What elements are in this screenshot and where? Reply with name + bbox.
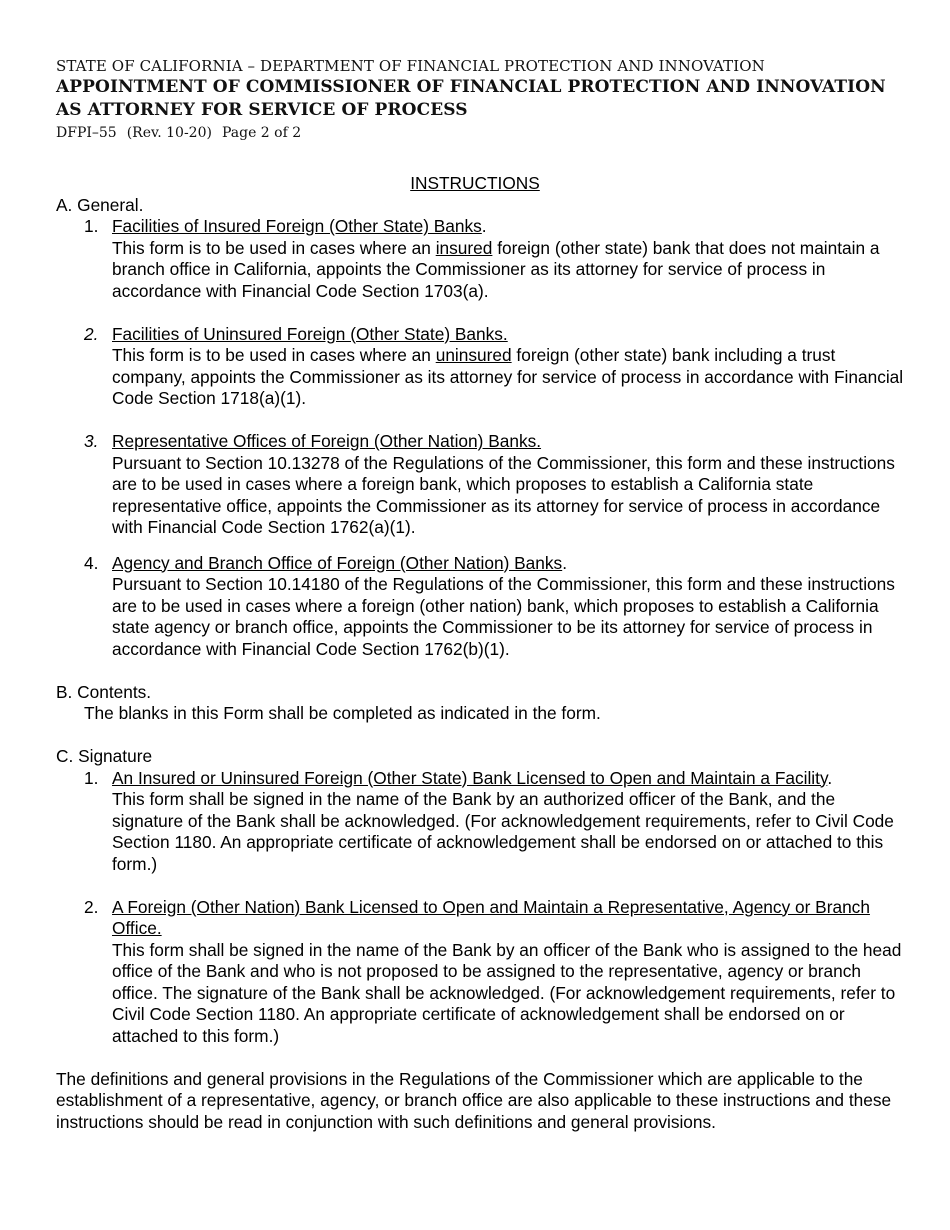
item-title-suffix: .	[827, 767, 833, 788]
item-title-suffix: .	[562, 552, 567, 573]
section-b-heading: B. Contents.	[56, 681, 152, 702]
item-text-part: This form is to be used in cases where an	[112, 345, 436, 365]
item-number: 2.	[84, 323, 99, 344]
item-number: 2.	[84, 896, 99, 917]
form-header	[56, 56, 886, 143]
section-a-heading: A. General.	[56, 194, 144, 215]
section-a-item-3	[56, 431, 906, 539]
item-number: 1.	[84, 767, 99, 788]
section-b-text: The blanks in this Form shall be completed as indicated in the form.	[84, 703, 601, 723]
item-text	[112, 238, 906, 303]
item-title: Representative Offices of Foreign (Other Nation) Banks.	[112, 431, 542, 451]
item-number: 4.	[84, 552, 99, 573]
instructions-title: INSTRUCTIONS	[410, 173, 540, 193]
form-revision: (Rev. 10-20)	[126, 125, 212, 141]
agency-line: STATE OF CALIFORNIA – DEPARTMENT OF FINANCIAL PROTECTION AND INNOVATION	[56, 57, 765, 75]
item-text: This form shall be signed in the name of the Bank by an authorized officer of the Bank, and the signature of the Bank shall be acknowledged. (For acknowledgement requirements, refer to Civil Code Section 1180. An appropriate certificate of acknowledgement shall be endorsed on or attached to this form.)	[112, 789, 894, 874]
item-title-line	[112, 553, 906, 575]
closing-paragraph: The definitions and general provisions in the Regulations of the Commissioner which are applicable to the establishment of a representative, agency, or branch office are also applicable to these instructions and these instructions should be read in conjunction with such definitions and general provisions.	[56, 1068, 892, 1132]
item-title: A Foreign (Other Nation) Bank Licensed to Open and Maintain a Representative, Agency or Branch Office.	[112, 896, 870, 938]
item-number: 3.	[84, 431, 99, 451]
form-title-line-2: AS ATTORNEY FOR SERVICE OF PROCESS	[56, 100, 468, 120]
item-title: Agency and Branch Office of Foreign (Other Nation) Banks	[112, 552, 563, 573]
item-emphasis: insured	[435, 237, 493, 258]
item-title-line	[112, 768, 906, 790]
item-title-line	[112, 216, 906, 238]
instructions-body	[56, 173, 906, 1133]
section-c-item-2	[56, 897, 906, 1048]
section-a-item-1	[56, 216, 906, 302]
item-title: Facilities of Uninsured Foreign (Other State) Banks.	[112, 323, 508, 344]
item-text-part: This form is to be used in cases where an	[112, 237, 436, 258]
page-indicator: Page 2 of 2	[221, 125, 302, 141]
item-title-suffix: .	[481, 216, 487, 236]
item-text-part: foreign (other state) bank including a trust company, appoints the Commissioner as its attorney for service of process in accordance with Financial Code Section 1718(a)(1).	[112, 345, 904, 408]
item-title-line	[112, 324, 906, 346]
section-a-item-4	[56, 553, 906, 661]
item-title: An Insured or Uninsured Foreign (Other State) Bank Licensed to Open and Maintain a Facility	[112, 767, 828, 788]
item-text-part: foreign (other state) bank that does not maintain a branch office in California, appoints the Commissioner as its attorney for service of process in accordance with Financial Code Section 1703(a).	[112, 237, 880, 301]
item-emphasis: uninsured	[435, 345, 512, 365]
item-title-line	[112, 431, 906, 453]
section-c-item-1	[56, 768, 906, 876]
item-text: Pursuant to Section 10.14180 of the Regulations of the Commissioner, this form and these instructions are to be used in cases where a foreign (other nation) bank, which proposes to establish a California state agency or branch office, appoints the Commissioner to be its attorney for service of process in accordance with Financial Code Section 1762(b)(1).	[112, 574, 895, 659]
form-number-line	[56, 123, 886, 143]
item-number: 1.	[84, 216, 99, 236]
section-a-item-2	[56, 324, 906, 410]
item-title-line	[112, 897, 906, 940]
form-title-line-1: APPOINTMENT OF COMMISSIONER OF FINANCIAL PROTECTION AND INNOVATION	[56, 77, 886, 97]
form-number: DFPI–55	[56, 125, 117, 141]
item-text	[112, 345, 906, 410]
item-title: Facilities of Insured Foreign (Other State) Banks	[112, 216, 482, 236]
item-text: This form shall be signed in the name of the Bank by an officer of the Bank who is assigned to the head office of the Bank and who is not proposed to be assigned to the representative, agency or branch office. The signature of the Bank shall be acknowledged. (For acknowledgement requirements, refer to Civil Code Section 1180. An appropriate certificate of acknowledgement shall be endorsed on or attached to this form.)	[112, 939, 902, 1046]
item-text: Pursuant to Section 10.13278 of the Regulations of the Commissioner, this form and these instructions are to be used in cases where a foreign bank, which proposes to establish a California state representative office, appoints the Commissioner as its attorney for service of process in accordance with Financial Code Section 1762(a)(1).	[112, 452, 895, 537]
section-c-heading: C. Signature	[56, 746, 153, 766]
